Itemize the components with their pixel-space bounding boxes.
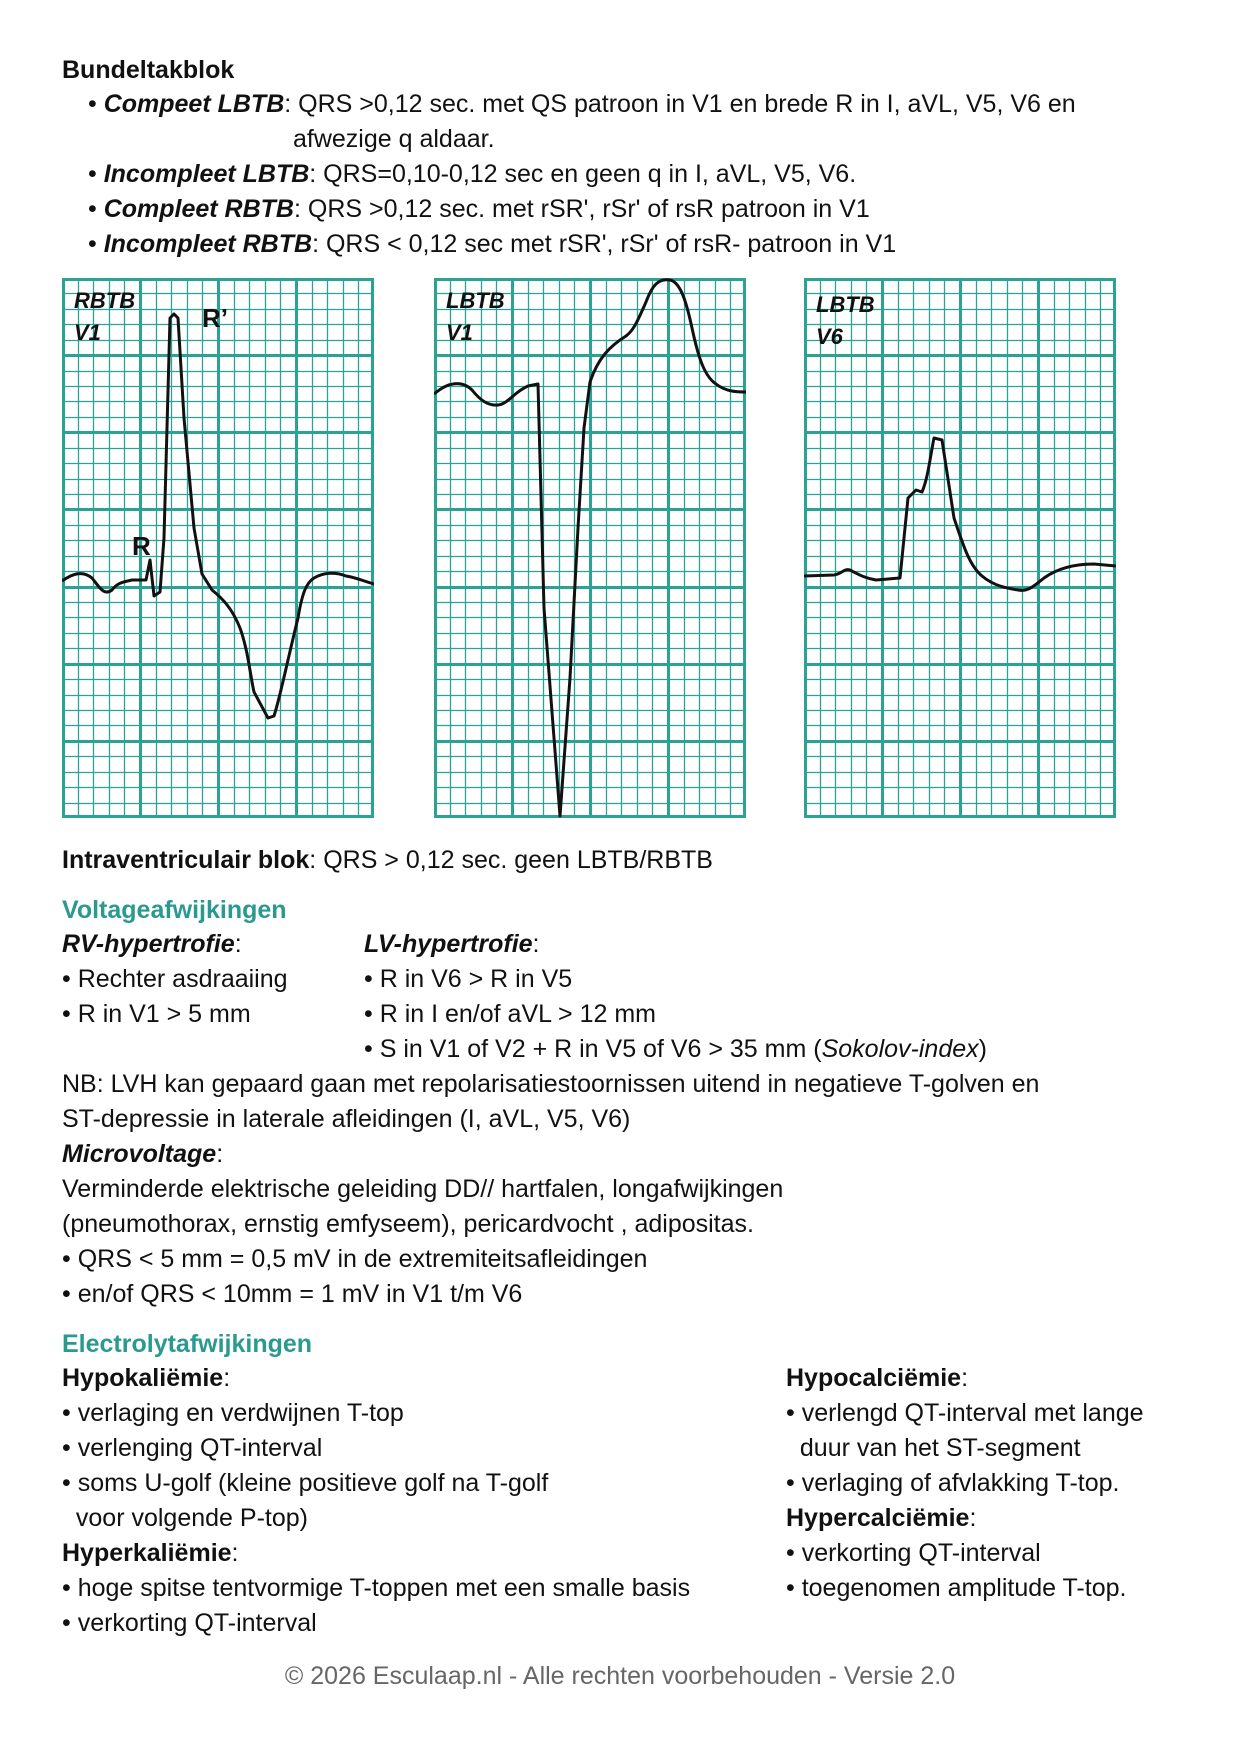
list-item: • R in V6 > R in V5 (364, 965, 573, 993)
list-item: • soms U-golf (kleine positieve golf na T-golf (62, 1469, 549, 1497)
nb-line: NB: LVH kan gepaard gaan met repolarisatiestoornissen uitend in negatieve T-golven en (62, 1070, 1040, 1098)
hypercalcemia-heading: Hypercalciëmie: (786, 1504, 977, 1532)
list-item: • verlenging QT-interval (62, 1434, 323, 1462)
list-item: • Compeet LBTB: QRS >0,12 sec. met QS patroon in V1 en brede R in I, aVL, V5, V6 en (88, 90, 1076, 118)
ecg-label-lead-type: RBTB (74, 288, 136, 313)
ecg-label-lead: V6 (816, 324, 843, 349)
list-item: • R in I en/of aVL > 12 mm (364, 1000, 656, 1028)
ecg-trace (804, 278, 1116, 818)
list-item: • R in V1 > 5 mm (62, 1000, 251, 1028)
microvoltage-heading: Microvoltage: (62, 1140, 224, 1168)
section-title-voltage: Voltageafwijkingen (62, 896, 287, 924)
nb-line: ST-depressie in laterale afleidingen (I, aVL, V5, V6) (62, 1105, 631, 1133)
list-item: • S in V1 of V2 + R in V5 of V6 > 35 mm (Sokolov-index) (364, 1035, 987, 1063)
list-item: • verlengd QT-interval met lange (786, 1399, 1144, 1427)
list-item: • Incompleet RBTB: QRS < 0,12 sec met rSR', rSr' of rsR- patroon in V1 (88, 230, 897, 258)
hypocalcemia-heading: Hypocalciëmie: (786, 1364, 969, 1392)
list-item: • QRS < 5 mm = 0,5 mV in de extremiteitsafleidingen (62, 1245, 648, 1273)
list-item: • Compleet RBTB: QRS >0,12 sec. met rSR', rSr' of rsR patroon in V1 (88, 195, 870, 223)
ecg-trace (62, 278, 374, 818)
ecg-label-lead-type: LBTB (446, 288, 505, 313)
hypokalemia-heading: Hypokaliëmie: (62, 1364, 231, 1392)
text-line: Verminderde elektrische geleiding DD// hartfalen, longafwijkingen (62, 1175, 784, 1203)
list-item-cont: voor volgende P-top) (62, 1504, 308, 1532)
section-title-bundeltakblok: Bundeltakblok (62, 56, 235, 84)
list-item: • verlaging en verdwijnen T-top (62, 1399, 404, 1427)
ecg-panel-rbtb-v1 (62, 278, 374, 818)
list-item: • toegenomen amplitude T-top. (786, 1574, 1127, 1602)
ecg-trace (434, 278, 746, 818)
list-item: • en/of QRS < 10mm = 1 mV in V1 t/m V6 (62, 1280, 523, 1308)
footer-copyright: © 2026 Esculaap.nl - Alle rechten voorbehouden - Versie 2.0 (284, 1662, 956, 1690)
list-item-cont: afwezige q aldaar. (293, 125, 495, 153)
ecg-label-lead: V1 (74, 320, 101, 345)
ecg-panel-lbtb-v1 (434, 278, 746, 818)
intraventricular-line: Intraventriculair blok: QRS > 0,12 sec. geen LBTB/RBTB (62, 846, 713, 874)
hyperkalemia-heading: Hyperkaliëmie: (62, 1539, 239, 1567)
section-title-electrolyt: Electrolytafwijkingen (62, 1330, 313, 1358)
list-item: • verkorting QT-interval (786, 1539, 1041, 1567)
list-item: • verlaging of afvlakking T-top. (786, 1469, 1120, 1497)
wave-label-r: R (132, 531, 151, 561)
wave-label-r-prime: R’ (202, 303, 228, 333)
ecg-label-lead: V1 (446, 320, 473, 345)
ecg-panel-lbtb-v6 (804, 278, 1116, 818)
ecg-label-lead-type: LBTB (816, 292, 875, 317)
list-item: • hoge spitse tentvormige T-toppen met een smalle basis (62, 1574, 691, 1602)
lv-heading: LV-hypertrofie: (364, 930, 540, 958)
list-item: • Rechter asdraaiing (62, 965, 288, 993)
rv-heading: RV-hypertrofie: (62, 930, 242, 958)
list-item: • Incompleet LBTB: QRS=0,10-0,12 sec en geen q in I, aVL, V5, V6. (88, 160, 857, 188)
text-line: (pneumothorax, ernstig emfyseem), pericardvocht , adipositas. (62, 1210, 754, 1238)
list-item-cont: duur van het ST-segment (786, 1434, 1081, 1462)
list-item: • verkorting QT-interval (62, 1609, 317, 1637)
